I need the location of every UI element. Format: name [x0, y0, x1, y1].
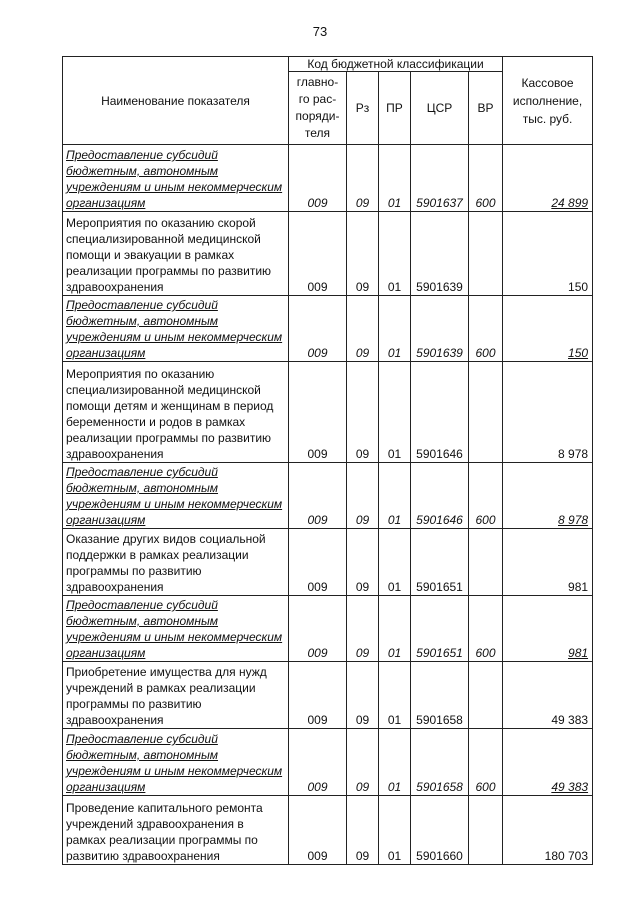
header-amount: Кассовое исполнение, тыс. руб. [503, 57, 593, 145]
table-row [63, 145, 593, 212]
row-name: Мероприятия по оказанию скорой специализированной медицинской помощи и эвакуации в рамках реализации программы по развитию здравоохранения [63, 212, 289, 296]
row-csr: 5901651 [411, 596, 469, 662]
row-rz: 09 [347, 362, 379, 463]
row-grs: 009 [289, 296, 347, 362]
row-name: Проведение капитального ремонта учреждений здравоохранения в рамках реализации программы по развитию здравоохранения [63, 796, 289, 865]
row-grs: 009 [289, 596, 347, 662]
row-vr: 600 [469, 145, 503, 212]
table-row [63, 662, 593, 729]
row-pr: 01 [379, 362, 411, 463]
row-vr [469, 212, 503, 296]
row-csr: 5901639 [411, 212, 469, 296]
table-row [63, 212, 593, 296]
row-rz: 09 [347, 596, 379, 662]
row-csr: 5901646 [411, 362, 469, 463]
row-name: Оказание других видов социальной поддержки в рамках реализации программы по развитию здравоохранения [63, 529, 289, 596]
row-rz: 09 [347, 212, 379, 296]
row-grs: 009 [289, 145, 347, 212]
row-vr [469, 362, 503, 463]
table-row [63, 362, 593, 463]
row-grs: 009 [289, 662, 347, 729]
row-rz: 09 [347, 145, 379, 212]
table-row [63, 796, 593, 865]
row-amount: 49 383 [503, 662, 593, 729]
row-rz: 09 [347, 529, 379, 596]
row-pr: 01 [379, 729, 411, 796]
row-vr [469, 529, 503, 596]
row-amount: 180 703 [503, 796, 593, 865]
budget-execution-table [62, 56, 593, 865]
row-amount: 24 899 [503, 145, 593, 212]
table-row [63, 596, 593, 662]
row-pr: 01 [379, 296, 411, 362]
row-amount: 49 383 [503, 729, 593, 796]
row-grs: 009 [289, 796, 347, 865]
table-row [63, 729, 593, 796]
row-pr: 01 [379, 796, 411, 865]
row-csr: 5901639 [411, 296, 469, 362]
row-grs: 009 [289, 463, 347, 529]
row-csr: 5901646 [411, 463, 469, 529]
row-vr: 600 [469, 296, 503, 362]
row-name: Предоставление субсидий бюджетным, автономным учреждениям и иным некоммерческим организациям [63, 145, 289, 212]
header-name: Наименование показателя [63, 57, 289, 145]
header-grs: главно- го рас- поряди- теля [289, 72, 347, 145]
row-rz: 09 [347, 729, 379, 796]
row-amount: 981 [503, 596, 593, 662]
row-pr: 01 [379, 529, 411, 596]
row-grs: 009 [289, 729, 347, 796]
row-rz: 09 [347, 463, 379, 529]
header-pr: ПР [379, 72, 411, 145]
row-csr: 5901658 [411, 729, 469, 796]
row-pr: 01 [379, 463, 411, 529]
row-name: Предоставление субсидий бюджетным, автономным учреждениям и иным некоммерческим организациям [63, 296, 289, 362]
header-rz: Рз [347, 72, 379, 145]
row-vr [469, 662, 503, 729]
row-csr: 5901637 [411, 145, 469, 212]
row-name: Предоставление субсидий бюджетным, автономным учреждениям и иным некоммерческим организациям [63, 729, 289, 796]
row-pr: 01 [379, 662, 411, 729]
row-amount: 981 [503, 529, 593, 596]
row-name: Предоставление субсидий бюджетным, автономным учреждениям и иным некоммерческим организациям [63, 463, 289, 529]
table-row [63, 529, 593, 596]
row-rz: 09 [347, 662, 379, 729]
row-csr: 5901658 [411, 662, 469, 729]
row-csr: 5901660 [411, 796, 469, 865]
row-grs: 009 [289, 362, 347, 463]
row-name: Мероприятия по оказанию специализированной медицинской помощи детям и женщинам в период беременности и родов в рамках реализации программы по развитию здравоохранения [63, 362, 289, 463]
row-csr: 5901651 [411, 529, 469, 596]
header-csr: ЦСР [411, 72, 469, 145]
row-vr: 600 [469, 596, 503, 662]
header-vr: ВР [469, 72, 503, 145]
row-amount: 150 [503, 212, 593, 296]
row-name: Приобретение имущества для нужд учреждений в рамках реализации программы по развитию здравоохранения [63, 662, 289, 729]
page-number: 73 [312, 24, 328, 39]
row-grs: 009 [289, 529, 347, 596]
row-pr: 01 [379, 145, 411, 212]
row-pr: 01 [379, 596, 411, 662]
header-budget-code-group: Код бюджетной классификации [289, 57, 503, 72]
row-name: Предоставление субсидий бюджетным, автономным учреждениям и иным некоммерческим организациям [63, 596, 289, 662]
row-amount: 150 [503, 296, 593, 362]
row-rz: 09 [347, 296, 379, 362]
row-vr: 600 [469, 729, 503, 796]
row-vr [469, 796, 503, 865]
row-amount: 8 978 [503, 362, 593, 463]
row-pr: 01 [379, 212, 411, 296]
row-vr: 600 [469, 463, 503, 529]
row-rz: 09 [347, 796, 379, 865]
table-row [63, 296, 593, 362]
row-grs: 009 [289, 212, 347, 296]
row-amount: 8 978 [503, 463, 593, 529]
table-row [63, 463, 593, 529]
